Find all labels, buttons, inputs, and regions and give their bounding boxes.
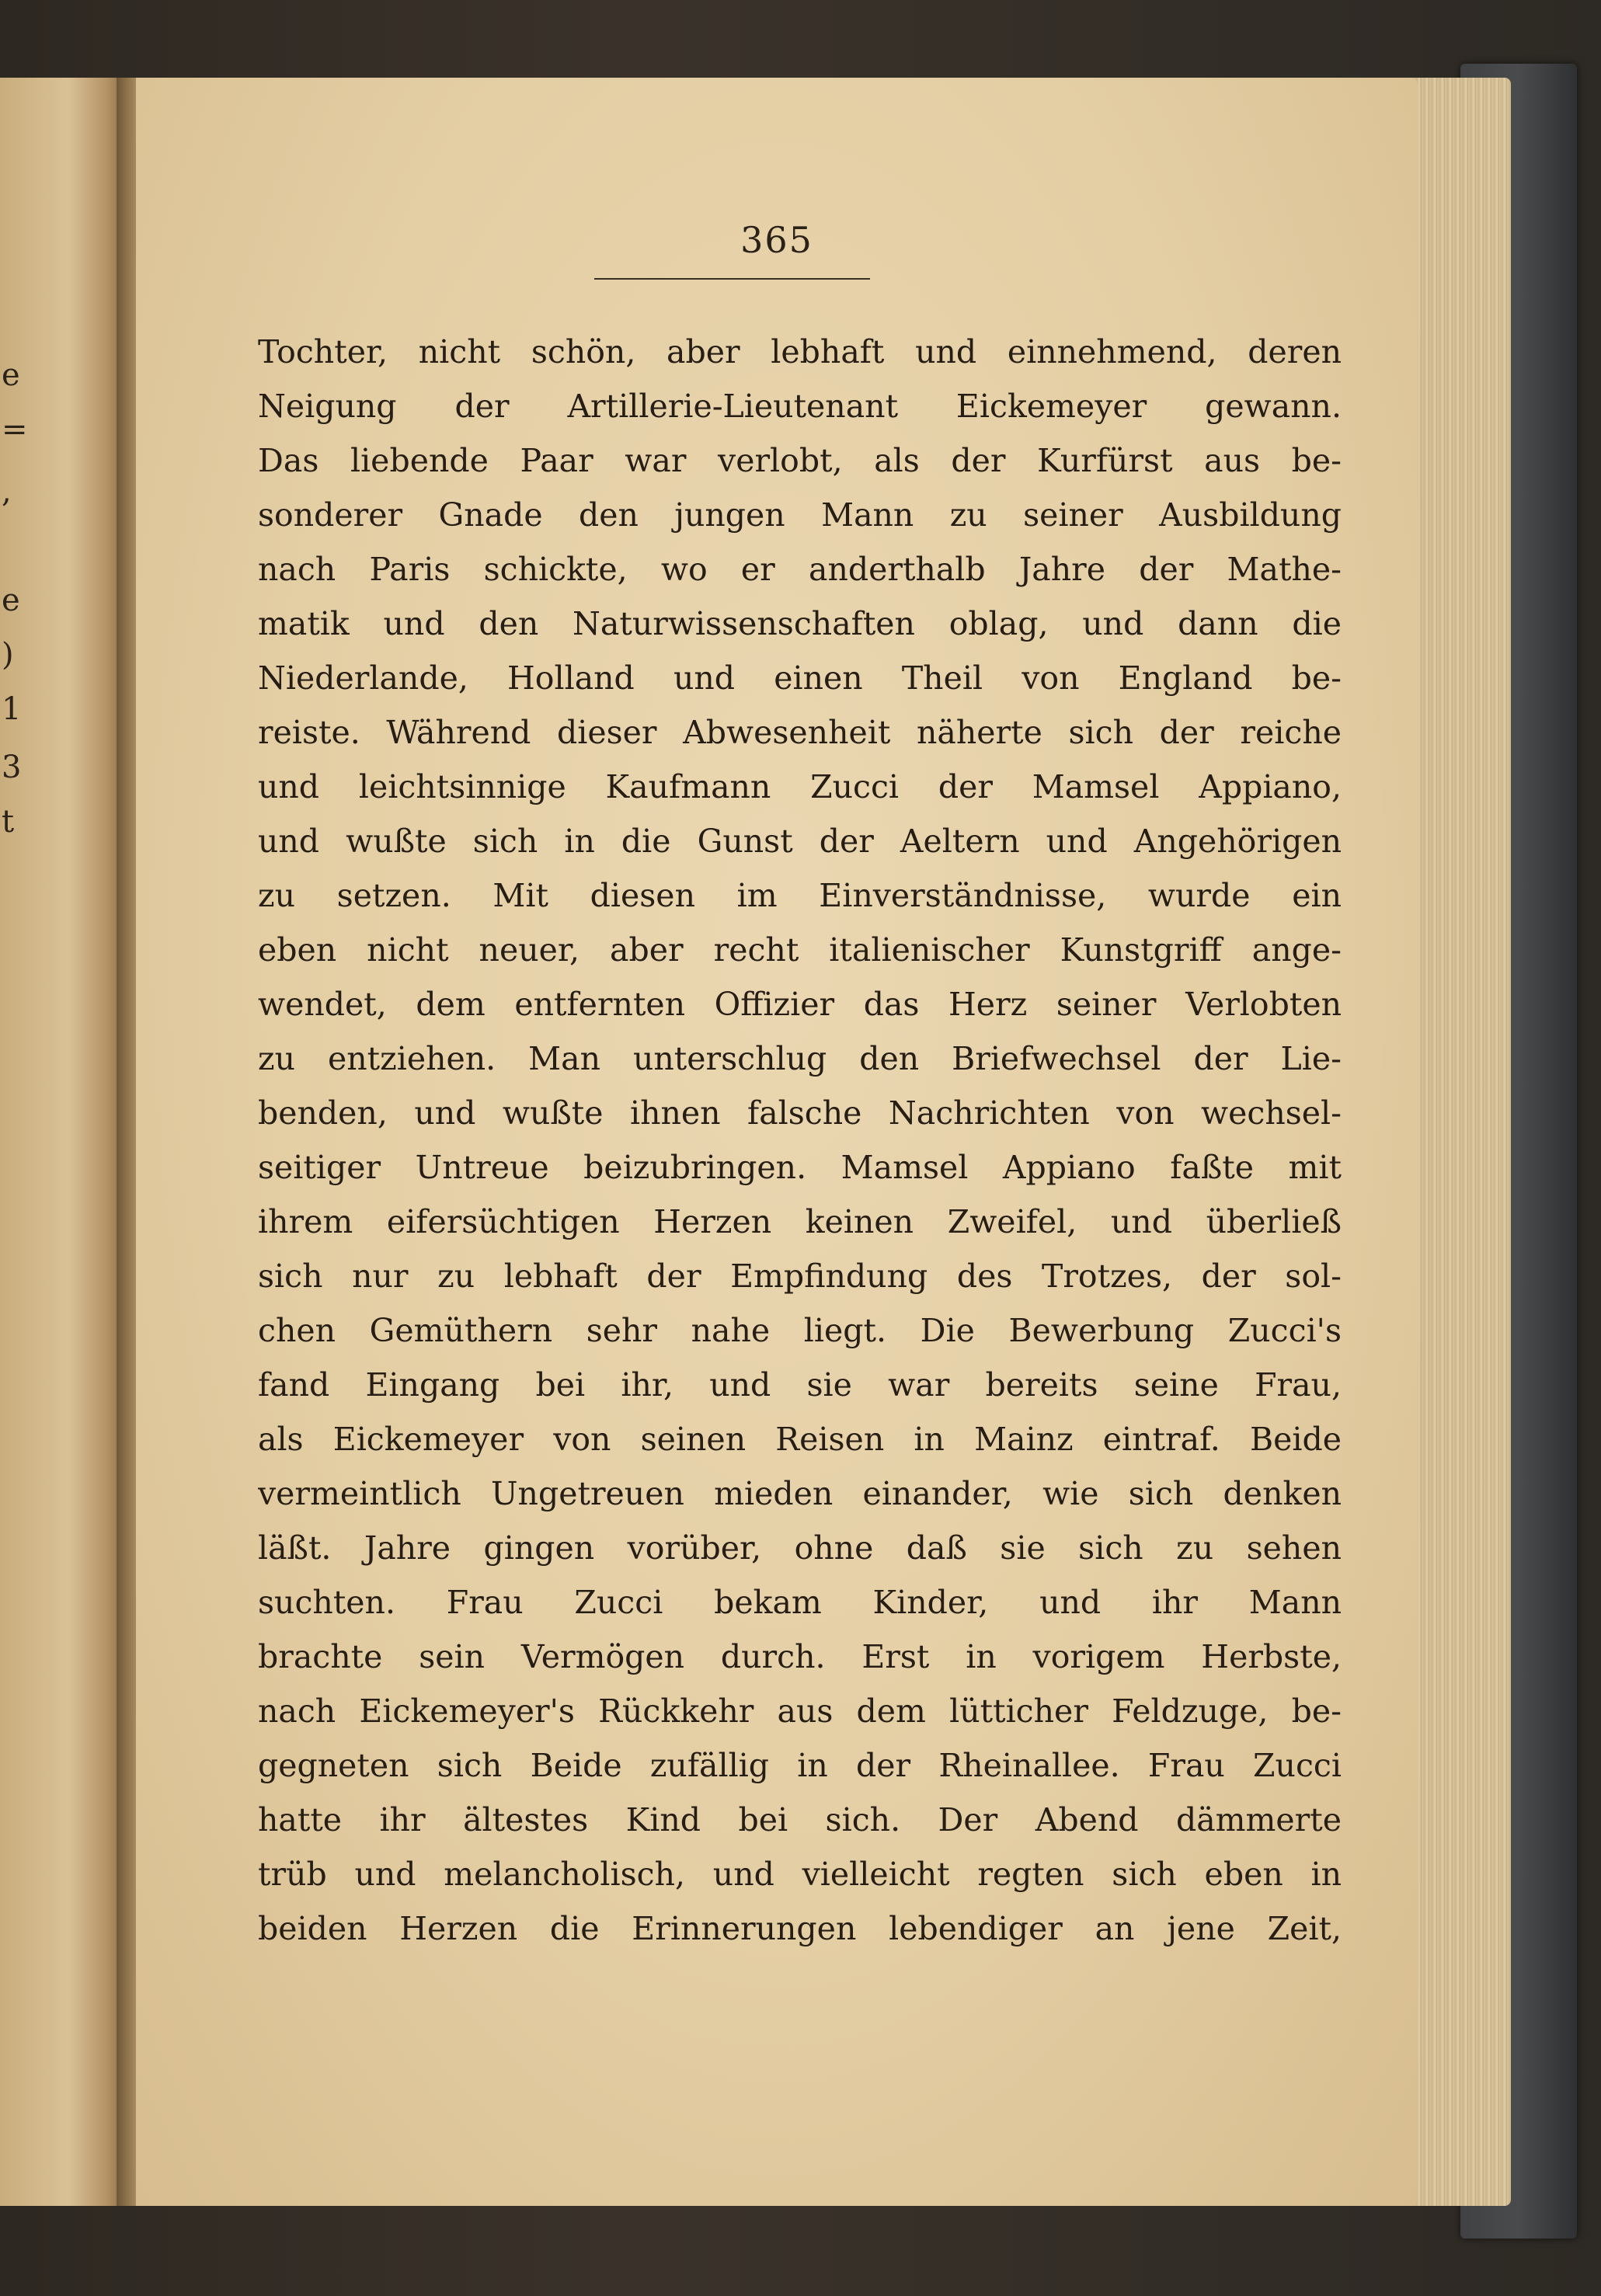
text-line: Niederlande, Holland und einen Theil von England be- xyxy=(258,659,1342,697)
text-line: sich nur zu lebhaft der Empfindung des Trotzes, der sol- xyxy=(258,1258,1342,1295)
text-line: eben nicht neuer, aber recht italienischer Kunstgriff ange- xyxy=(258,931,1342,969)
text-line: trüb und melancholisch, und vielleicht regten sich eben in xyxy=(258,1856,1342,1893)
page xyxy=(136,78,1418,2206)
text-line: hatte ihr ältestes Kind bei sich. Der Abend dämmerte xyxy=(258,1801,1342,1839)
text-line: nach Paris schickte, wo er anderthalb Jahre der Mathe- xyxy=(258,551,1342,588)
text-line: vermeintlich Ungetreuen mieden einander, wie sich denken xyxy=(258,1475,1342,1512)
left-page-fragment: 3 xyxy=(2,750,22,785)
left-page-fragment: = xyxy=(2,412,28,447)
left-page-fragment: t xyxy=(2,804,15,840)
left-facing-page xyxy=(0,78,124,2206)
text-line: benden, und wußte ihnen falsche Nachrichten von wechsel- xyxy=(258,1094,1342,1132)
text-line: läßt. Jahre gingen vorüber, ohne daß sie sich zu sehen xyxy=(258,1529,1342,1567)
text-line: suchten. Frau Zucci bekam Kinder, und ihr Mann xyxy=(258,1584,1342,1621)
text-line: zu setzen. Mit diesen im Einverständnisse, wurde ein xyxy=(258,877,1342,914)
text-line: seitiger Untreue beizubringen. Mamsel Appiano faßte mit xyxy=(258,1149,1342,1186)
text-line: gegneten sich Beide zufällig in der Rheinallee. Frau Zucci xyxy=(258,1747,1342,1784)
left-page-fragment: , xyxy=(2,474,12,510)
text-line: Tochter, nicht schön, aber lebhaft und einnehmend, deren xyxy=(258,333,1342,370)
text-line: Das liebende Paar war verlobt, als der Kurfürst aus be- xyxy=(258,442,1342,479)
left-page-fragment: ) xyxy=(2,637,14,673)
text-line: als Eickemeyer von seinen Reisen in Mainz eintraf. Beide xyxy=(258,1421,1342,1458)
text-line: matik und den Naturwissenschaften oblag, und dann die xyxy=(258,605,1342,642)
text-line: wendet, dem entfernten Offizier das Herz seiner Verlobten xyxy=(258,986,1342,1023)
text-line: nach Eickemeyer's Rückkehr aus dem lütticher Feldzuge, be- xyxy=(258,1692,1342,1730)
text-line: reiste. Während dieser Abwesenheit näherte sich der reiche xyxy=(258,714,1342,751)
text-line: brachte sein Vermögen durch. Erst in vorigem Herbste, xyxy=(258,1638,1342,1675)
text-line: Neigung der Artillerie-Lieutenant Eickemeyer gewann. xyxy=(258,388,1342,425)
text-line: sonderer Gnade den jungen Mann zu seiner Ausbildung xyxy=(258,496,1342,534)
text-line: und wußte sich in die Gunst der Aeltern und Angehörigen xyxy=(258,823,1342,860)
left-page-fragment: e xyxy=(2,583,20,618)
body-text xyxy=(258,325,1342,1956)
text-line: chen Gemüthern sehr nahe liegt. Die Bewerbung Zucci's xyxy=(258,1312,1342,1349)
left-page-fragment: 1 xyxy=(2,691,22,727)
page-number-rule xyxy=(594,278,870,280)
text-line: und leichtsinnige Kaufmann Zucci der Mamsel Appiano, xyxy=(258,768,1342,805)
text-line: ihrem eifersüchtigen Herzen keinen Zweifel, und überließ xyxy=(258,1203,1342,1240)
text-line: beiden Herzen die Erinnerungen lebendiger an jene Zeit, xyxy=(258,1910,1342,1947)
text-line: zu entziehen. Man unterschlug den Briefwechsel der Lie- xyxy=(258,1040,1342,1077)
page-edges xyxy=(1406,78,1511,2206)
page-number: 365 xyxy=(740,219,813,261)
left-page-fragment: e xyxy=(2,357,20,393)
text-line: fand Eingang bei ihr, und sie war bereits seine Frau, xyxy=(258,1366,1342,1404)
